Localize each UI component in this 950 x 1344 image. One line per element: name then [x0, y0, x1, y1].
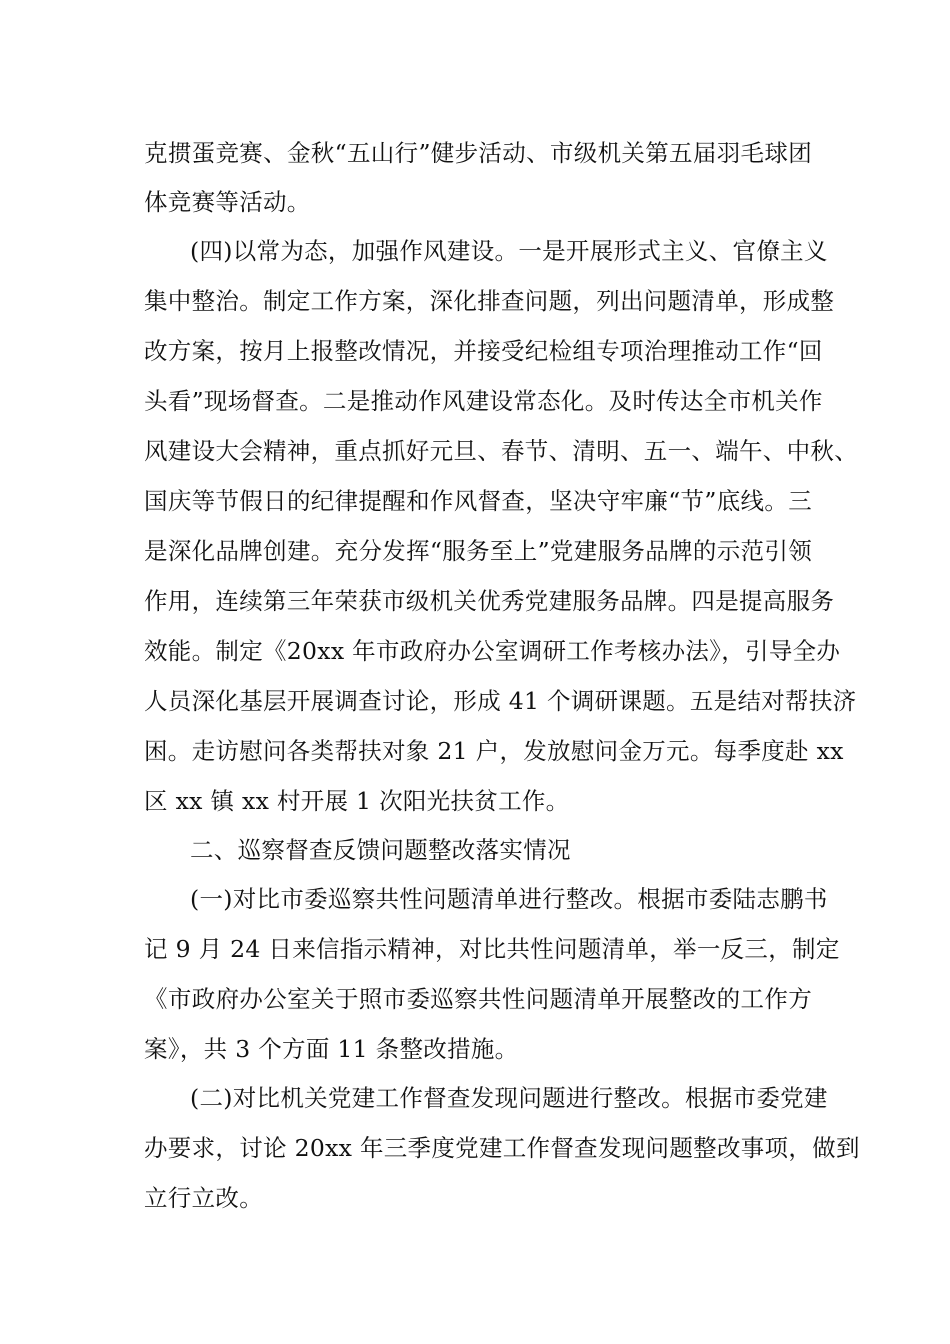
- text-line: 案》，共 3 个方面 11 条整改措施。: [144, 1035, 519, 1063]
- paragraph-heading-4: (四)以常为态，加强作风建设。一是开展形式主义、官僚主义: [190, 237, 828, 265]
- paragraph-heading-1: (一)对比市委巡察共性问题清单进行整改。根据市委陆志鹏书: [190, 885, 828, 913]
- paragraph-heading-2: (二)对比机关党建工作督查发现问题进行整改。根据市委党建: [190, 1084, 828, 1112]
- text-line: 是深化品牌创建。充分发挥“服务至上”党建服务品牌的示范引领: [144, 537, 812, 565]
- text-line: 区 xx 镇 xx 村开展 1 次阳光扶贫工作。: [144, 787, 570, 815]
- text-line: 作用，连续第三年荣获市级机关优秀党建服务品牌。四是提高服务: [144, 587, 835, 615]
- text-line: 体竞赛等活动。: [144, 188, 311, 216]
- text-line: 风建设大会精神，重点抓好元旦、春节、清明、五一、端午、中秋、: [144, 437, 858, 465]
- text-line: 国庆等节假日的纪律提醒和作风督查，坚决守牢廉“节”底线。三: [144, 487, 812, 515]
- text-line: 改方案，按月上报整改情况，并接受纪检组专项治理推动工作“回: [144, 337, 823, 365]
- text-line: 头看”现场督查。二是推动作风建设常态化。及时传达全市机关作: [144, 387, 823, 415]
- text-line: 《市政府办公室关于照市委巡察共性问题清单开展整改的工作方: [144, 985, 812, 1013]
- section-heading: 二、巡察督查反馈问题整改落实情况: [190, 836, 571, 864]
- text-line: 办要求，讨论 20xx 年三季度党建工作督查发现问题整改事项，做到: [144, 1134, 860, 1162]
- text-line: 集中整治。制定工作方案，深化排查问题，列出问题清单，形成整: [144, 287, 835, 315]
- text-line: 效能。制定《20xx 年市政府办公室调研工作考核办法》，引导全办: [144, 637, 841, 665]
- text-line: 困。走访慰问各类帮扶对象 21 户，发放慰问金万元。每季度赴 xx: [144, 737, 844, 765]
- text-line: 记 9 月 24 日来信指示精神，对比共性问题清单，举一反三，制定: [144, 935, 840, 963]
- text-line: 克掼蛋竞赛、金秋“五山行”健步活动、市级机关第五届羽毛球团: [144, 139, 812, 167]
- text-line: 立行立改。: [144, 1184, 263, 1212]
- text-line: 人员深化基层开展调查讨论，形成 41 个调研课题。五是结对帮扶济: [144, 687, 857, 715]
